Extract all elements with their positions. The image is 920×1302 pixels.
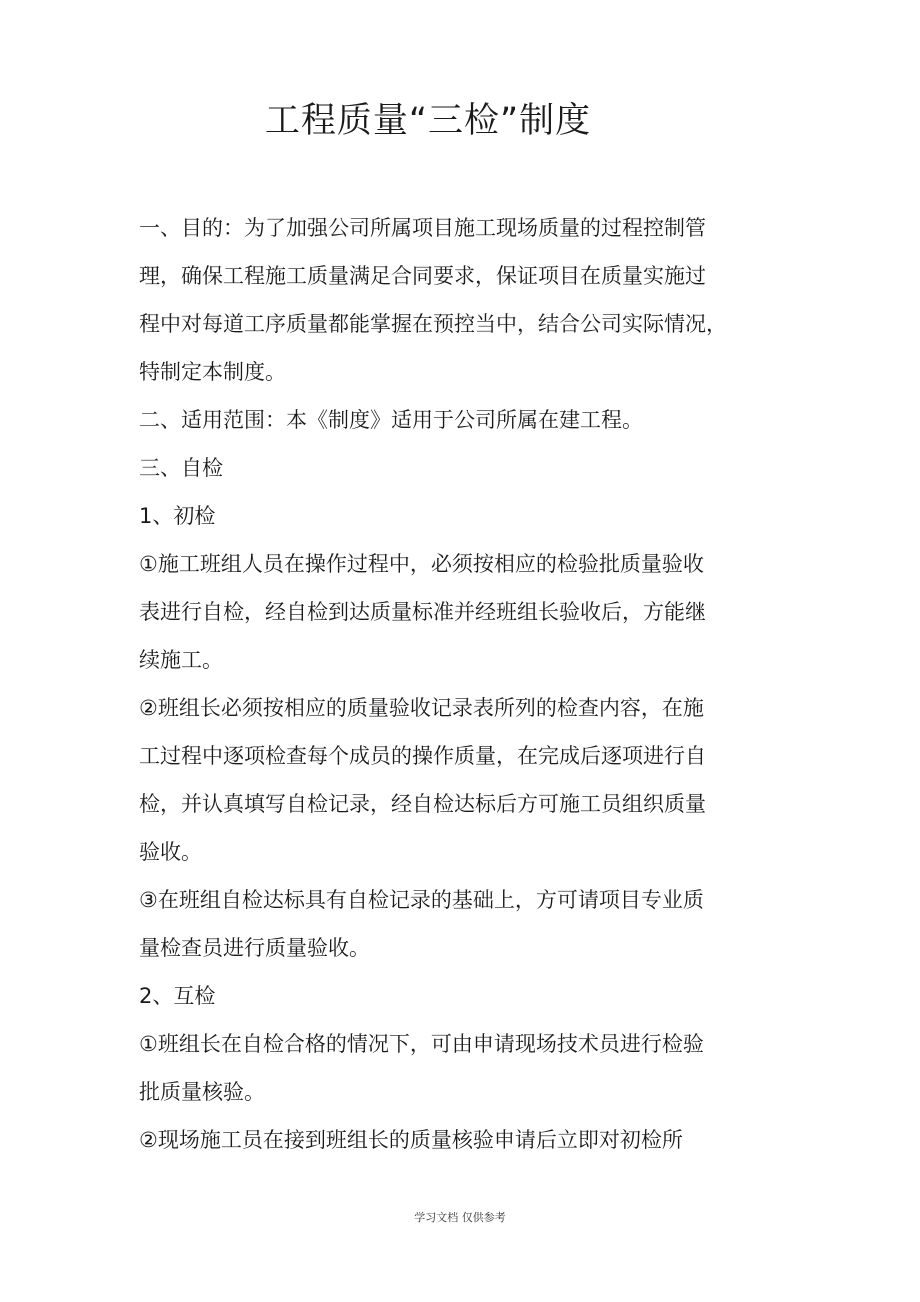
body-line: 批质量核验。	[139, 1080, 265, 1104]
body-line: ①班组长在自检合格的情况下，可由申请现场技术员进行检验	[139, 1032, 704, 1056]
body-line: 特制定本制度。	[139, 360, 286, 384]
body-line: ②现场施工员在接到班组长的质量核验申请后立即对初检所	[139, 1128, 683, 1152]
body-line: 一、目的：为了加强公司所属项目施工现场质量的过程控制管	[139, 216, 706, 240]
body-line: 工过程中逐项检查每个成员的操作质量，在完成后逐项进行自	[139, 744, 706, 768]
section-heading: 三、自检	[139, 456, 223, 480]
body-line: ①施工班组人员在操作过程中，必须按相应的检验批质量验收	[139, 552, 704, 576]
section-heading: 二、适用范围：本《制度》适用于公司所属在建工程。	[139, 408, 643, 432]
body-line: ②班组长必须按相应的质量验收记录表所列的检查内容，在施	[139, 696, 704, 720]
body-line: 程中对每道工序质量都能掌握在预控当中，结合公司实际情况，	[139, 312, 727, 336]
body-line: 续施工。	[139, 648, 223, 672]
document-title: 工程质量“三检”制度	[264, 101, 592, 141]
body-line: 理，确保工程施工质量满足合同要求，保证项目在质量实施过	[139, 264, 706, 288]
body-line: 量检查员进行质量验收。	[139, 936, 370, 960]
body-line: 检，并认真填写自检记录，经自检达标后方可施工员组织质量	[139, 792, 706, 816]
subsection-heading: 2、互检	[139, 984, 216, 1008]
document-body	[139, 204, 739, 1164]
body-line: ③在班组自检达标具有自检记录的基础上，方可请项目专业质	[139, 888, 704, 912]
body-line: 表进行自检，经自检到达质量标准并经班组长验收后，方能继	[139, 600, 706, 624]
body-line: 验收。	[139, 840, 202, 864]
subsection-heading: 1、初检	[139, 504, 216, 528]
page-footer: 学习文档 仅供参考	[414, 1211, 506, 1224]
